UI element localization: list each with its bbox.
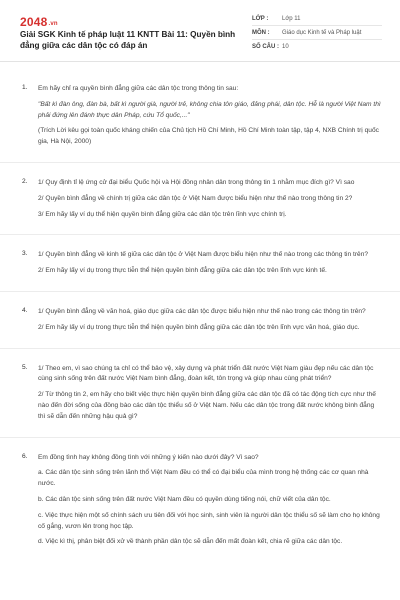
logo-tld: .vn: [48, 21, 58, 27]
meta-table: [252, 12, 382, 54]
question-text: 2/ Em hãy lấy ví dụ trong thực tiễn thể hiện quyền bình đẳng giữa các dân tộc trên lĩnh vực văn hoá, giáo dục.: [38, 323, 360, 331]
question-text: 3/ Em hãy lấy ví dụ thể hiện quyền bình đẳng giữa các dân tộc trên lĩnh vực chính trị.: [38, 210, 287, 218]
question-text: Em đồng tình hay không đồng tình với những ý kiến nào dưới đây? Vì sao?: [38, 453, 259, 461]
question-number: 4.: [22, 306, 28, 314]
option-c: c. Việc thực hiện một số chính sách ưu tiên đối với học sinh, sinh viên là người dân tộc thiểu số sẽ làm cho họ không cố gắng, vươn lên trong học tập.: [38, 511, 380, 530]
question-6: [0, 437, 400, 563]
class-label: LỚP :: [252, 15, 269, 22]
question-text: 2/ Em hãy lấy ví dụ trong thực tiễn thể hiện quyền bình đẳng giữa các dân tộc trên lĩnh vực kinh tế.: [38, 267, 327, 275]
question-4: [0, 291, 400, 348]
question-number: 3.: [22, 250, 28, 258]
question-text: 1/ Quy định tỉ lệ ứng cử đại biểu Quốc hội và Hội đồng nhân dân trong thông tin 1 nhằm mục đích gì? Vì sao: [38, 178, 355, 186]
subject-label: MÔN :: [252, 29, 270, 36]
question-text: 1/ Quyền bình đẳng về kinh tế giữa các dân tộc ở Việt Nam được biểu hiện như thế nào trong các thông tin trên?: [38, 251, 369, 259]
meta-row-class: [252, 12, 382, 26]
question-3: [0, 234, 400, 291]
subject-value: Giáo dục Kinh tế và Pháp luật: [282, 29, 362, 36]
option-b: b. Các dân tộc sinh sống trên đất nước Việt Nam đều có quyền dùng tiếng nói, chữ viết của dân tộc.: [38, 495, 331, 503]
option-a: a. Các dân tộc sinh sống trên lãnh thổ Việt Nam đều có thể có đại biểu của mình trong hệ thống các cơ quan nhà nước.: [38, 469, 369, 488]
header: [0, 0, 400, 62]
citation-text: (Trích Lời kêu gọi toàn quốc kháng chiến của Chủ tịch Hồ Chí Minh, Hồ Chí Minh toàn tập, tập 4, NXB Chính trị quốc gia, Hà Nội, 2000): [38, 127, 379, 146]
question-number: 1.: [22, 84, 28, 91]
question-text: 1/ Theo em, vì sao chúng ta chỉ có thể bảo vệ, xây dựng và phát triển đất nước Việt Nam giàu đẹp nếu các dân tộc cùng sinh sống trên đất nước Việt Nam bình đẳng, đoàn kết, tôn trọng và giúp nhau cùng phát triển?: [38, 364, 374, 383]
question-list: [0, 74, 400, 562]
question-number: 6.: [22, 452, 28, 460]
question-2: [0, 162, 400, 234]
question-5: [0, 348, 400, 437]
question-number: 5.: [22, 363, 28, 371]
option-d: d. Việc kì thị, phân biệt đối xử về thành phần dân tộc sẽ dẫn đến mất đoàn kết, chia rẽ giữa các dân tộc.: [38, 538, 343, 546]
meta-row-count: [252, 40, 382, 54]
count-label: SỐ CÂU :: [252, 44, 279, 50]
question-text: 2/ Quyền bình đẳng về chính trị giữa các dân tộc ở Việt Nam được biểu hiện như thế nào trong thông tin 2?: [38, 194, 353, 202]
question-1: [0, 74, 400, 162]
quote-text: "Bất kì đàn ông, đàn bà, bất kì người già, người trẻ, không chia tôn giáo, đảng phái, dân tộc. Hễ là người Việt Nam thì phải đứng lên đánh thực dân Pháp, cứu Tổ quốc,...": [38, 100, 381, 119]
question-text: 1/ Quyền bình đẳng về văn hoá, giáo dục giữa các dân tộc được biểu hiện như thế nào trong các thông tin trên?: [38, 307, 366, 315]
count-value: 10: [282, 44, 289, 50]
question-number: 2.: [22, 177, 28, 185]
logo-text: 2048: [20, 15, 48, 29]
question-text: 2/ Từ thông tin 2, em hãy cho biết việc thực hiện quyền bình đẳng giữa các dân tộc đã có tác động tích cực như thế nào đến đời sống của đồng bào các dân tộc thiểu số ở Việt Nam. Nếu các dân tộc trong đất nước không bình đẳng thì sẽ dẫn đến những hậu quả gì?: [38, 391, 376, 420]
meta-row-subject: [252, 26, 382, 40]
site-logo[interactable]: [20, 15, 58, 29]
class-value: Lớp 11: [282, 15, 301, 22]
question-text: Em hãy chỉ ra quyền bình đẳng giữa các dân tộc trong thông tin sau:: [38, 85, 239, 92]
page-title: Giải SGK Kinh tế pháp luật 11 KNTT Bài 11: Quyền bình đẳng giữa các dân tộc có đáp án: [20, 30, 236, 50]
